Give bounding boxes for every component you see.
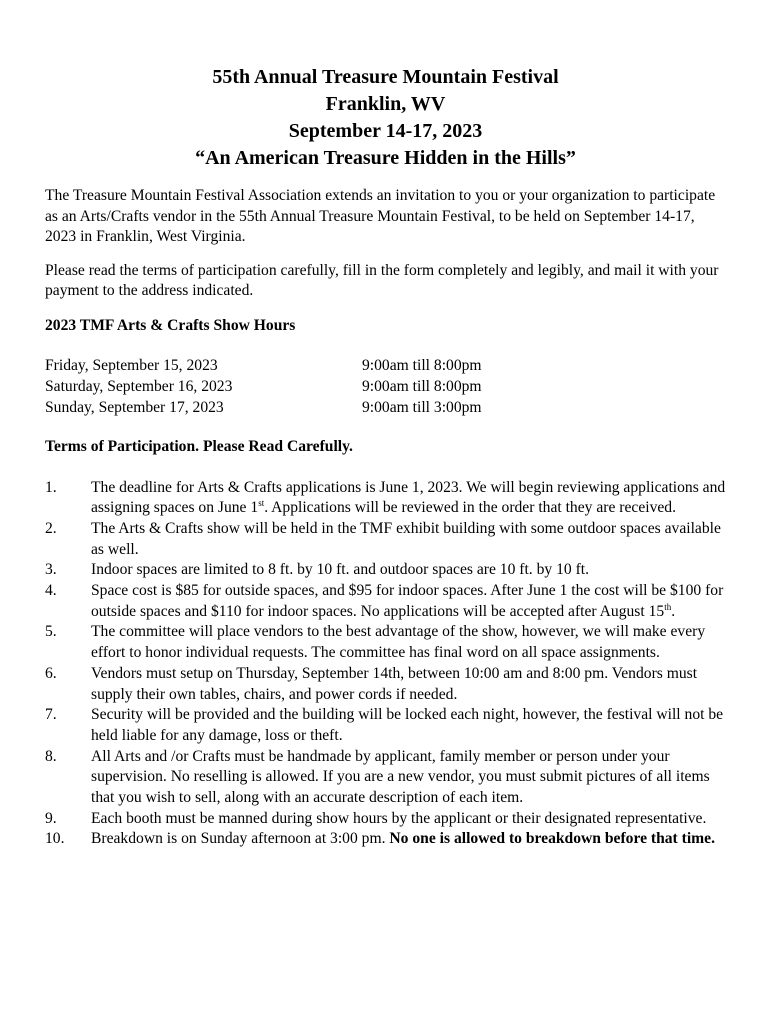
hours-row [45, 355, 726, 376]
term-text-bold: No one is allowed to breakdown before that time. [389, 830, 715, 848]
superscript: st [258, 498, 265, 509]
festival-location: Franklin, WV [325, 93, 446, 115]
festival-slogan: “An American Treasure Hidden in the Hills” [195, 147, 576, 169]
hours-row [45, 397, 726, 418]
term-number: 10. [45, 830, 65, 848]
term-item [45, 829, 726, 850]
term-text: Indoor spaces are limited to 8 ft. by 10 ft. and outdoor spaces are 10 ft. by 10 ft. [91, 561, 590, 579]
hours-time: 9:00am till 8:00pm [362, 378, 482, 395]
term-number: 6. [45, 664, 57, 682]
term-text: Vendors must setup on Thursday, September 14th, between 10:00 am and 8:00 pm. Vendors must supply their own tables, chairs, and power cords if needed. [91, 664, 698, 703]
document-title [45, 64, 726, 172]
term-item [45, 581, 726, 622]
hours-time: 9:00am till 3:00pm [362, 399, 482, 416]
term-text: The Arts & Crafts show will be held in the TMF exhibit building with some outdoor spaces available as well. [91, 519, 721, 558]
term-number: 7. [45, 706, 57, 724]
term-item [45, 560, 726, 581]
term-item [45, 705, 726, 746]
term-item [45, 519, 726, 560]
term-item [45, 809, 726, 830]
show-hours-heading: 2023 TMF Arts & Crafts Show Hours [45, 316, 296, 334]
hours-day: Friday, September 15, 2023 [45, 357, 218, 374]
term-text: All Arts and /or Crafts must be handmade by applicant, family member or person under your supervision. No reselling is allowed. If you are a new vendor, you must submit pictures of all items that you wish to sell, along with an accurate description of each item. [91, 747, 710, 807]
term-text: Security will be provided and the building will be locked each night, however, the festival will not be held liable for any damage, loss or theft. [91, 706, 724, 744]
hours-day: Sunday, September 17, 2023 [45, 399, 224, 416]
hours-row [45, 376, 726, 397]
term-number: 9. [45, 809, 57, 827]
term-number: 4. [45, 582, 57, 600]
term-number: 8. [45, 747, 57, 765]
term-item [45, 622, 726, 663]
term-number: 3. [45, 561, 57, 579]
term-text [91, 581, 726, 622]
term-item [45, 664, 726, 705]
terms-heading: Terms of Participation. Please Read Carefully. [45, 438, 353, 455]
term-text-part: Space cost is $85 for outside spaces, and $95 for indoor spaces. After June 1 the cost will be $100 for outside spaces and $110 for indoor spaces. No applications will be accepted after August 15 [91, 582, 724, 620]
intro-paragraph: The Treasure Mountain Festival Association extends an invitation to you or your organization to participate as an Arts/Crafts vendor in the 55th Annual Treasure Mountain Festival, to be held on September 14-17, 2023 in Franklin, West Virginia. [45, 187, 716, 245]
term-text [91, 478, 726, 519]
instructions-paragraph: Please read the terms of participation carefully, fill in the form completely and legibly, and mail it with your payment to the address indicated. [45, 261, 719, 299]
term-number: 2. [45, 519, 57, 537]
term-text-part: Breakdown is on Sunday afternoon at 3:00 pm. [91, 830, 390, 848]
term-number: 1. [45, 478, 57, 496]
hours-day: Saturday, September 16, 2023 [45, 378, 233, 395]
term-text-part: . [671, 602, 676, 620]
festival-dates: September 14-17, 2023 [288, 120, 483, 142]
show-hours-table [45, 355, 726, 418]
term-text: Each booth must be manned during show hours by the applicant or their designated representative. [91, 809, 707, 827]
term-item [45, 747, 726, 809]
term-number: 5. [45, 623, 57, 641]
term-text-part: The deadline for Arts & Crafts applications is June 1, 2023. We will begin reviewing applications and assigning spaces on June 1 [91, 478, 726, 517]
superscript: th [664, 601, 672, 612]
term-text: The committee will place vendors to the best advantage of the show, however, we will make every effort to honor individual requests. The committee has final word on all space assignments. [91, 623, 706, 662]
terms-list [45, 478, 726, 851]
term-text-part: . Applications will be reviewed in the order that they are received. [264, 499, 676, 517]
hours-time: 9:00am till 8:00pm [362, 357, 482, 374]
term-text [91, 829, 726, 850]
festival-name: 55th Annual Treasure Mountain Festival [212, 66, 559, 88]
term-item [45, 478, 726, 519]
